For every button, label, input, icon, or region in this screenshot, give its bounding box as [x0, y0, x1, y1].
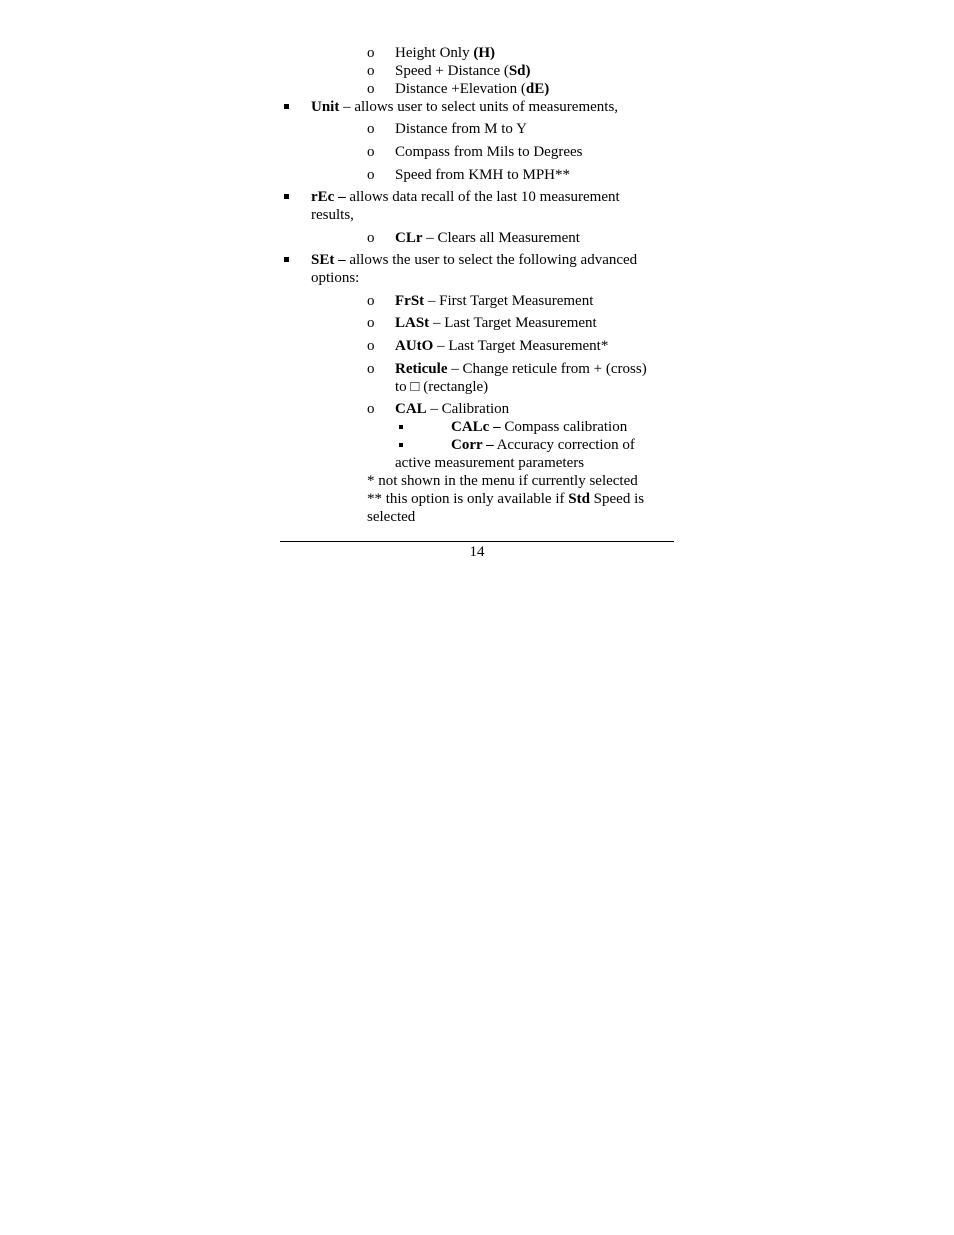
list-item-unit-speed: Speed from KMH to MPH** — [395, 167, 570, 183]
sub-bullet: o — [367, 144, 375, 160]
list-item-frst: FrSt – First Target Measurement — [395, 293, 594, 309]
footnote-not-shown: * not shown in the menu if currently selected — [367, 473, 638, 489]
sub-bullet: o — [367, 401, 375, 417]
square-bullet-icon — [284, 194, 289, 199]
list-item-auto: AUtO – Last Target Measurement* — [395, 338, 609, 354]
footnote-std-speed-cont: selected — [367, 509, 416, 525]
sub-bullet: o — [367, 45, 375, 61]
list-item-unit-compass: Compass from Mils to Degrees — [395, 144, 583, 160]
sub-bullet: o — [367, 315, 375, 331]
sub-bullet: o — [367, 81, 375, 97]
list-item-calc: CALc – Compass calibration — [451, 419, 628, 435]
sub-bullet: o — [367, 121, 375, 137]
list-item-clr: CLr – Clears all Measurement — [395, 230, 580, 246]
sub-bullet: o — [367, 167, 375, 183]
square-bullet-icon — [284, 104, 289, 109]
list-item-rec-cont: results, — [311, 207, 354, 223]
list-item-distance-elevation: Distance +Elevation (dE) — [395, 81, 550, 97]
sub-bullet: o — [367, 63, 375, 79]
footer-divider — [280, 541, 674, 542]
footnote-std-speed: ** this option is only available if Std Speed is — [367, 491, 645, 507]
list-item-cal: CAL – Calibration — [395, 401, 510, 417]
list-item-unit-distance: Distance from M to Y — [395, 121, 527, 137]
list-item-set-cont: options: — [311, 270, 360, 286]
list-item-corr-cont: active measurement parameters — [395, 455, 585, 471]
list-item-reticule: Reticule – Change reticule from + (cross) — [395, 361, 647, 377]
list-item-reticule-cont: to □ (rectangle) — [395, 379, 489, 395]
square-bullet-icon — [399, 443, 403, 447]
sub-bullet: o — [367, 293, 375, 309]
list-item-corr: Corr – Accuracy correction of — [451, 437, 635, 453]
page-number: 14 — [469, 544, 485, 560]
list-item-height-only: Height Only (H) — [395, 45, 495, 61]
sub-bullet: o — [367, 361, 375, 377]
sub-bullet: o — [367, 230, 375, 246]
list-item-unit: Unit – allows user to select units of measurements, — [311, 99, 619, 115]
list-item-speed-distance: Speed + Distance (Sd) — [395, 63, 531, 79]
square-bullet-icon — [284, 257, 289, 262]
list-item-set: SEt – allows the user to select the following advanced — [311, 252, 638, 268]
list-item-last: LASt – Last Target Measurement — [395, 315, 597, 331]
sub-bullet: o — [367, 338, 375, 354]
list-item-rec: rEc – allows data recall of the last 10 measurement — [311, 189, 620, 205]
square-bullet-icon — [399, 425, 403, 429]
